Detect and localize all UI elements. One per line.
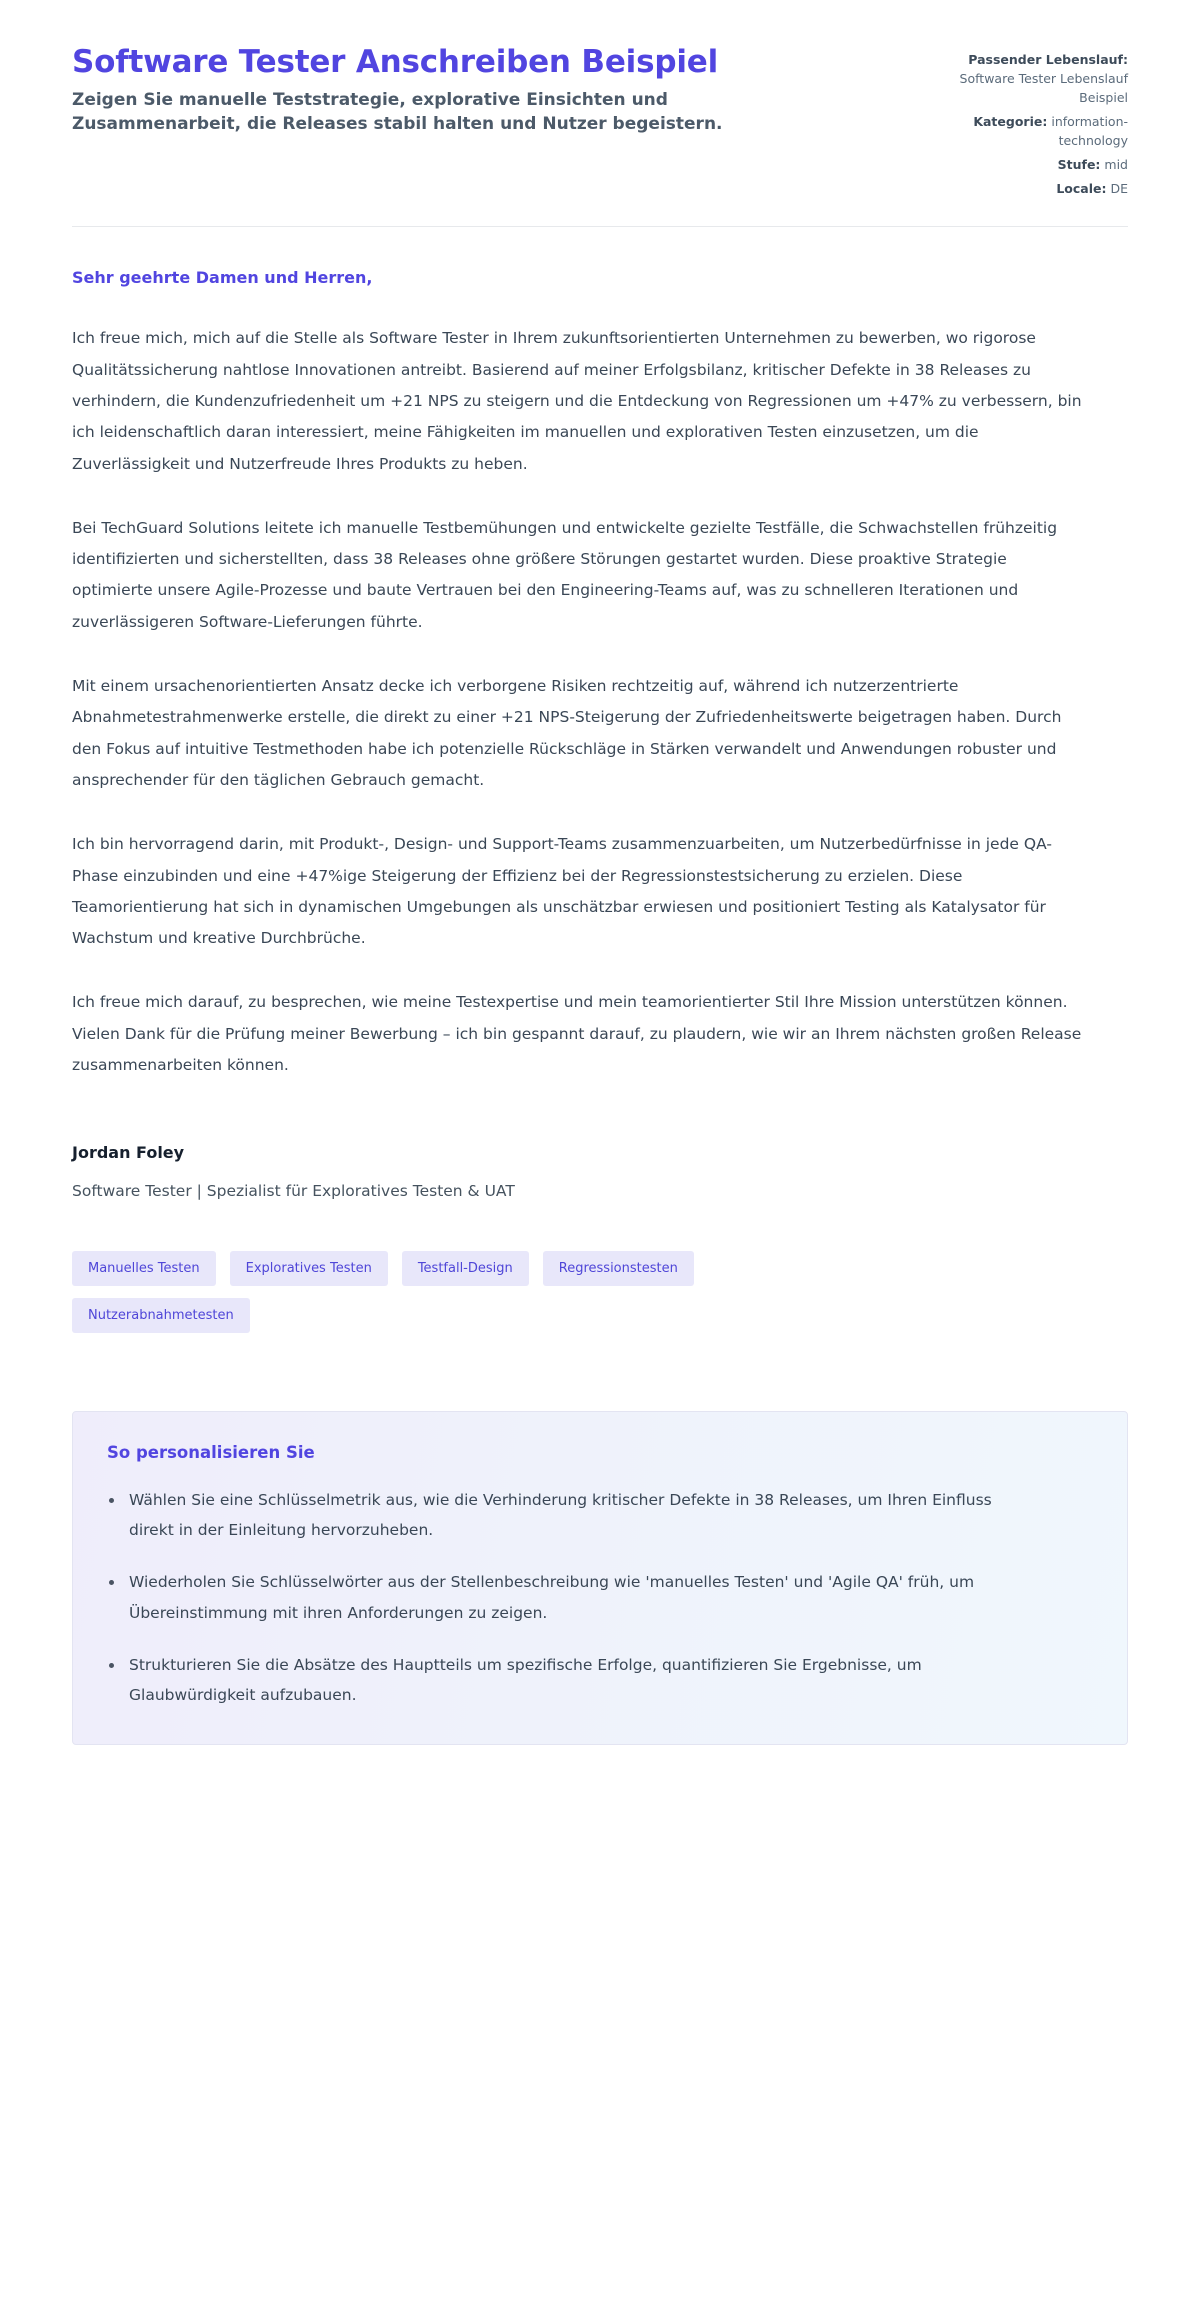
- meta-row-matching-resume: [923, 50, 1128, 107]
- letter-paragraph: Mit einem ursachenorientierten Ansatz decke ich verborgene Risiken rechtzeitig auf, während ich nutzerzentrierte Abnahmetestrahmenwerke erstelle, die direkt zu einer +21 NPS-Steigerung der Zufriedenheitswerte beigetragen haben. Durch den Fokus auf intuitive Testmethoden habe ich potenzielle Rückschläge in Stärken verwandelt und Anwendungen robuster und ansprechender für den täglichen Gebrauch gemacht.: [72, 677, 1062, 789]
- skill-tag[interactable]: Regressionstesten: [543, 1251, 694, 1286]
- skill-tag-list: [72, 1251, 862, 1333]
- signature-block: [72, 1143, 1128, 1202]
- meta-row-level: [923, 155, 1128, 174]
- letter-paragraph: Bei TechGuard Solutions leitete ich manuelle Testbemühungen und entwickelte gezielte Testfälle, die Schwachstellen frühzeitig identifizierten und sicherstellten, dass 38 Releases ohne größere Störungen gestartet wurden. Diese proaktive Strategie optimierte unsere Agile-Prozesse und baute Vertrauen bei den Engineering-Teams auf, was zu schnelleren Iterationen und zuverlässigeren Software-Lieferungen führte.: [72, 518, 1058, 631]
- letter-paragraph: Ich freue mich darauf, zu besprechen, wie meine Testexpertise und mein teamorientierter Stil Ihre Mission unterstützen können. Vielen Dank für die Prüfung meiner Bewerbung – ich bin gespannt darauf, zu plaudern, wie wir an Ihrem nächsten großen Release zusammenarbeiten können.: [72, 993, 1082, 1075]
- meta-label-category: Kategorie:: [973, 114, 1048, 129]
- signature-role: Software Tester | Spezialist für Exploratives Testen & UAT: [72, 1182, 515, 1201]
- skill-tag[interactable]: Manuelles Testen: [72, 1251, 216, 1286]
- meta-row-category: [923, 112, 1128, 150]
- meta-row-locale: [923, 179, 1128, 198]
- letter-paragraph: Ich freue mich, mich auf die Stelle als Software Tester in Ihrem zukunftsorientierten Unternehmen zu bewerben, wo rigorose Qualitätssicherung nahtlose Innovationen antreibt. Basierend auf meiner Erfolgsbilanz, kritischer Defekte in 38 Releases zu verhindern, die Kundenzufriedenheit um +21 NPS zu steigern und die Entdeckung von Regressionen um +47% zu verbessern, bin ich leidenschaftlich daran interessiert, meine Fähigkeiten im manuellen und explorativen Testen einzusetzen, um die Zuverlässigkeit und Nutzerfreude Ihres Produkts zu heben.: [72, 329, 1082, 473]
- tips-list-item: Strukturieren Sie die Absätze des Hauptteils um spezifische Erfolge, quantifizieren Sie Ergebnisse, um Glaubwürdigkeit aufzubauen.: [107, 1650, 1037, 1710]
- meta-value-level: mid: [1104, 157, 1128, 172]
- meta-value-matching-resume: Software Tester Lebenslauf Beispiel: [959, 71, 1128, 105]
- page-header: [72, 0, 1128, 198]
- page-subtitle: Zeigen Sie manuelle Teststrategie, explorative Einsichten und Zusammenarbeit, die Releases stabil halten und Nutzer begeistern.: [72, 89, 723, 134]
- tips-list-item: Wählen Sie eine Schlüsselmetrik aus, wie die Verhinderung kritischer Defekte in 38 Releases, um Ihren Einfluss direkt in der Einleitung hervorzuheben.: [107, 1485, 1037, 1545]
- skill-tag[interactable]: Nutzerabnahmetesten: [72, 1298, 250, 1333]
- skill-tag[interactable]: Testfall-Design: [402, 1251, 529, 1286]
- letter-body: [72, 227, 1128, 1081]
- skill-tag[interactable]: Exploratives Testen: [230, 1251, 388, 1286]
- personalization-tips-panel: [72, 1411, 1128, 1746]
- letter-paragraph: Ich bin hervorragend darin, mit Produkt-, Design- und Support-Teams zusammenzuarbeiten, um Nutzerbedürfnisse in jede QA-Phase einzubinden und eine +47%ige Steigerung der Effizienz bei der Regressionstestsicherung zu erzielen. Diese Teamorientierung hat sich in dynamischen Umgebungen als unschätzbar erwiesen und positioniert Testing als Katalysator für Wachstum und kreative Durchbrüche.: [72, 835, 1052, 948]
- document-metadata: [923, 44, 1128, 198]
- signature-name: Jordan Foley: [72, 1143, 185, 1163]
- letter-salutation: Sehr geehrte Damen und Herren,: [72, 268, 373, 287]
- page-title: Software Tester Anschreiben Beispiel: [72, 44, 718, 80]
- tips-list: [107, 1485, 1093, 1710]
- meta-label-locale: Locale:: [1056, 181, 1107, 196]
- meta-label-level: Stufe:: [1057, 157, 1101, 172]
- meta-value-category: information-technology: [1051, 114, 1128, 148]
- header-text-block: [72, 44, 772, 136]
- tips-panel-title: So personalisieren Sie: [107, 1442, 315, 1462]
- meta-label-matching-resume: Passender Lebenslauf:: [968, 52, 1128, 67]
- meta-value-locale: DE: [1110, 181, 1128, 196]
- tips-list-item: Wiederholen Sie Schlüsselwörter aus der Stellenbeschreibung wie 'manuelles Testen' und 'Agile QA' früh, um Übereinstimmung mit ihren Anforderungen zu zeigen.: [107, 1567, 1037, 1627]
